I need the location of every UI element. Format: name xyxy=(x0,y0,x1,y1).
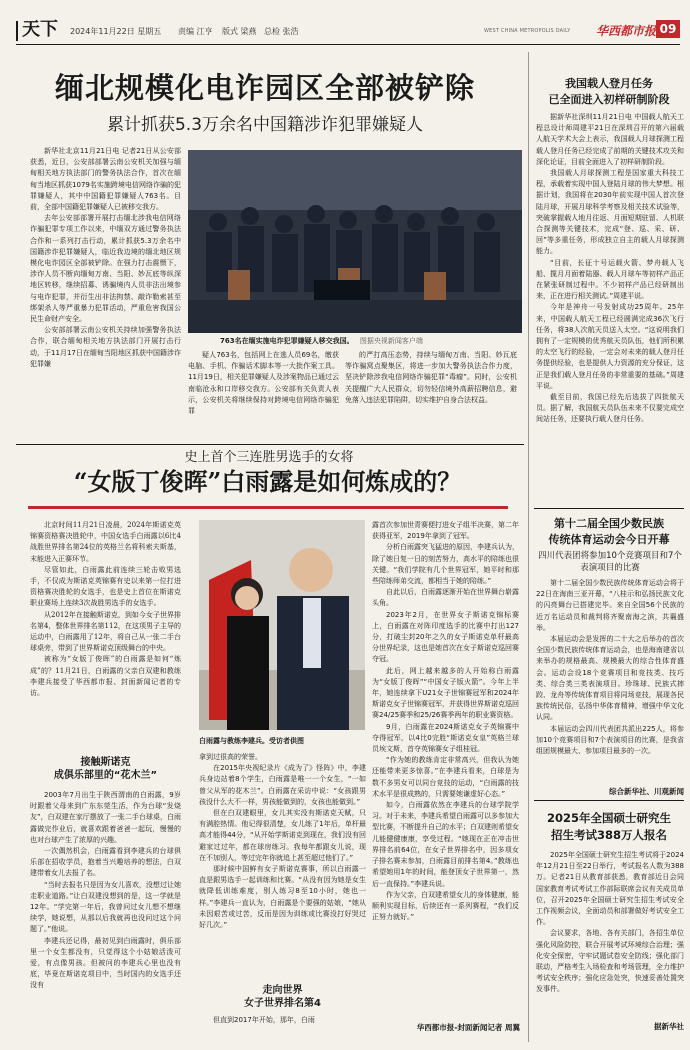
caption-text: 白雨露与教练李建兵。受访者供图 xyxy=(199,737,304,745)
feature-intro xyxy=(30,520,181,738)
feature-paragraph: “作为她的教练肯定非常高兴，但我认为她还能带来更多惊喜。”在李建兵看来，白球是为数不多男女可以同台竞技的运动，“白雨露的技术水平是很成熟的，只需要她谦虚好心态。” xyxy=(372,756,519,798)
right-story3-headline: 2025年全国硕士研究生 招生考试388万人报名 xyxy=(546,811,671,842)
layout-credit: 版式 梁燕 xyxy=(222,27,257,36)
right-story1-headline: 我国载人登月任务 已全面进入初样研制阶段 xyxy=(548,77,670,106)
lead-paragraph: 新华社北京11月21日电 记者21日从公安部获悉，近日，公安部部署云南公安机关加强与缅甸相关地方执法部门的警务执法合作，首次在缅甸当地区抓获1079名实施跨境电信网络诈骗的犯罪嫌疑人，其中中国籍犯罪嫌疑人763名。目前，全部中国籍犯罪嫌疑人已被移交我方。 xyxy=(30,147,181,212)
right-story1-body xyxy=(536,112,684,507)
editor-credit: 责编 江亨 xyxy=(178,27,213,36)
right-paragraph: 我国载人月球探测工程是国家重大科技工程，承载着实现中国人登陆月球的伟大梦想。根据计划，我国将在2030年前实现中国人首次登陆月球，开展月球科学考察及相关技术试验等，突破掌握载人地月往返、月面短期驻留、人机联合探测等关键技术，完成“登、巡、采、研、回”等多重任务，形成独立自主的载人月球探测能力。 xyxy=(536,169,684,256)
page-number: 09 xyxy=(656,20,680,38)
proof-credit: 总检 张浩 xyxy=(264,27,299,36)
right-paragraph: 本届运动会是发挥的二十大之后举办的首次全国少数民族传统体育运动会，也是海南建省以来举办的规格最高、规模最大的综合性体育盛会。运动会设18个竞赛项目和竞技类、技巧类、综合类三类表演项目。珍珠球、民族式摔跤、龙舟等传统体育项目将同场竞技，展现各民族传统民俗，弘扬中华体育精神，增强中华文化认同。 xyxy=(536,635,684,722)
feature-paragraph: 9月，白雨露在2024斯诺克女子英锦赛中夺得冠军，以4比0完胜“斯诺克女皇”英格兰球员埃文斯，首夺英锦赛女子组桂冠。 xyxy=(372,722,519,754)
feature-paragraph: 如今，白雨露依然在李建兵的台球学院学习。对于未来，李建兵希望白雨露可以多参加大型比赛，不断提升自己的水平；白双建则希望女儿能健健康康，享受过程。“她现在正在冲击世界排名前64位，在女子世界排名中，因多项女子排名赛未参加，白雨露目前排名第4。”教练也希望她用1年的时间，能登顶女子世界第一，然后一直保持。”李建兵说。 xyxy=(372,801,519,888)
lead-paragraph: 去年公安部部署开展打击缅北涉我电信网络诈骗犯罪专项工作以来，中缅双方通过警务执法合作和一系列打击行动，累计抓获5.3万余名中国籍涉诈犯罪嫌疑人，临近我边境的缅北地区规模化电诈园区全部被铲除。在强力打击震慑下，涉诈人员不断向缅甸万南、当阳、妙瓦底等纵深地区转移，继续招募、诱骗境内人员非法出境参与电诈犯罪，并衍生出非法拘禁、敲诈勒索甚至绑架杀人等严重暴力犯罪活动，严重危害我国公民生命财产安全。 xyxy=(30,214,181,324)
feature-paragraph: 作为父亲，白双建希望女儿的身体健康，能顺利实现目标，后续还有一系列赛程，“我们反正努力就好。” xyxy=(372,890,519,922)
column-divider xyxy=(528,52,529,1042)
right-divider-2 xyxy=(534,800,684,801)
lead-paragraph: 的严打高压态势，持续与缅甸万南、当阳、妙瓦底等诈骗窝点聚集区，将进一步加大警务执法合作力度，坚决铲除涉我电信网络诈骗犯罪“毒瘤”。同时，公安机关提醒广大人民群众，切勿轻信境外高薪招聘信息，避免落入违法犯罪陷阱，切实维护自身合法权益。 xyxy=(345,351,517,404)
feature-paragraph: 一次偶然机会，白雨露看到李建兵的台球俱乐部在招收学员，抱着当兴趣培养的想法，白双建带着女儿去报了名。 xyxy=(30,847,181,878)
feature-column-2-tail xyxy=(199,1015,366,1029)
lead-subheadline: 累计抓获5.3万余名中国籍涉诈犯罪嫌疑人 xyxy=(106,115,424,135)
feature-headline-rule xyxy=(28,506,508,509)
caption-text: 763名在缅实施电诈犯罪嫌疑人移交我国。 xyxy=(220,337,354,345)
lead-column-2 xyxy=(188,350,339,442)
section-name: 天下 xyxy=(22,19,58,40)
right-story2-headline: 第十二届全国少数民族 传统体育运动会今日开幕 xyxy=(548,517,670,546)
right-paragraph: 2025年全国硕士研究生招生考试将于2024年12月21日至22日举行，考试报名人数为388万。记者21日从教育部获悉，教育部近日会同国家教育考试考试工作部际联席会议有关成员单位，召开2025年全国硕士研究生招生考试安全工作视频会议，全面动员和部署做好考试安全工作。 xyxy=(536,851,684,927)
lead-paragraph: 疑人763名，包括网上在逃人员69名，缴获电脑、手机、作骗话术脚本等一大批作案工具。11月19日，相关犯罪嫌疑人及涉案物品已通过云南临沧永和口岸移交我方。公安部有关负责人表示，公安机关将继续保持对跨境电信网络诈骗犯罪 xyxy=(188,351,339,416)
feature-kicker: 史上首个三连胜男选手的女将 xyxy=(184,450,354,465)
masthead-rule xyxy=(16,44,680,45)
feature-paragraph: 2003年7月出生于陕西渭南的白雨露，9岁时跟着父母来到广东东莞生活，作为台球“发烧友”，白双建在家厅摆放了一张二手台球桌，白雨露做完作业后，就喜欢跟着爸爸一起玩，慢慢的也对台球产生了浓厚的兴趣。 xyxy=(30,791,181,844)
right-story2-subhead: 四川代表团将参加10个竞赛项目和7个表演项目的比赛 xyxy=(538,551,682,573)
feature-paragraph: 在2015年央视纪录片《成为了》怪阵》中，李建兵身边站着8个学生，白雨露是唯一一个女生，“一如曾父从军的花木兰”。白雨露在采访中说：“女孩跟男孩没什么大不一样，男孩能做到的，女孩也能做到。” xyxy=(199,764,366,806)
feature-photo xyxy=(199,520,365,730)
feature-paragraph: 但直到2017年开始，那年，白雨 xyxy=(213,1016,315,1024)
lead-column-1 xyxy=(30,146,181,442)
feature-paragraph: 分析白雨露突飞猛进的原因，李建兵认为，除了她日复一日的刻苦努力，高水平的陪练也很关键。“我们学院有几个世界冠军，她平时和那些陪练师弟交流，都相当于她的陪练。” xyxy=(372,543,519,586)
right-paragraph: 本届运动会四川代表团共派出225人，将参加10个竞赛项目和7个表演项目的比赛，是我省组团规模最大、参加项目最多的一次。 xyxy=(536,724,684,756)
right-story3-body xyxy=(536,850,684,1018)
right-paragraph: “目前，长征十号运载火箭、梦舟载人飞船、揽月月面着陆器、载人月球车等初样产品正在紧张研制过程中。不少初样产品已经研制出来，正在进行相关测试。”周建平说。 xyxy=(536,258,684,301)
lead-column-3 xyxy=(345,350,517,442)
coach-and-player-image xyxy=(199,520,365,730)
feature-headline: “女版丁俊晖”白雨露是如何炼成的？ xyxy=(73,467,462,496)
right-story2-body xyxy=(536,578,684,784)
feature-paragraph: 露首次参加世青赛便打进女子组半决赛，第二年获得亚军，2019年拿到了冠军。 xyxy=(372,521,519,541)
paper-english-name: WEST CHINA METROPOLIS DAILY xyxy=(484,28,571,34)
feature-paragraph: 自此以后，白雨露逐渐开始在世界舞台崭露头角。 xyxy=(372,588,519,608)
intro-paragraph: 北京时间11月21日凌晨，2024年斯诺克英锦赛资格赛决胜轮中，中国女选手白雨露以6比4战胜世界排名第24位的英格兰名将科索夫斯基，末能进入正赛环节。 xyxy=(30,521,181,563)
feature-column-2 xyxy=(199,752,366,974)
feature-column-3 xyxy=(372,520,519,1020)
feature-column-1 xyxy=(30,790,181,1035)
lead-paragraph: 公安部部署云南公安机关持续加强警务执法合作，联合缅甸相关地方执法部门开展打击行动，于11月17日在缅甸当阳地区抓获中国籍涉诈犯罪嫌 xyxy=(30,326,181,368)
feature-paragraph: “当时去报名只是因为女儿喜欢，没想过让她走职业道路。”让白双建没想到的是，这一学就是12年。“学完第一年后，我曾问过女儿想不想继续学，她说想，从那以后我就再也没问过这个问题了。”他说。 xyxy=(30,880,181,934)
right-paragraph: 第十二届全国少数民族传统体育运动会将于22日在海南三亚开幕，“八桂示和弘扬民族文化的闪亮舞台已搭建完毕。来自全国56个民族的近万名运动员和裁判将齐聚南海之滨，共襄盛举。 xyxy=(536,579,684,632)
section-marker xyxy=(16,21,18,41)
feature-byline: 华西都市报-封面新闻记者 周翼 xyxy=(416,1023,520,1032)
caption-credit: 图据央视新闻客户端 xyxy=(359,337,423,345)
feature-photo-caption xyxy=(199,736,369,746)
right-story3-byline: 据新华社 xyxy=(654,1022,684,1031)
feature-paragraph: 此后，网上越来越多的人开始称白雨露为“女版丁俊晖”“中国女子版火箭”。今年上半年，她连续拿下U21女子世锦赛冠军和2024年斯诺克女子世锦赛冠军，并获得世界斯诺克巡回赛24/25赛季和25/26赛季两年的职业赛资格。 xyxy=(372,666,519,720)
intro-paragraph: 被称为“女版丁俊晖”的白雨露是如何“炼成”的？11月21日，白雨露的父亲白双建和教练李建兵接受了华西都市报、封面新闻记者的专访。 xyxy=(30,655,181,698)
feature-subheading-1: 接触斯诺克 成俱乐部里的“花木兰” xyxy=(53,757,158,781)
feature-paragraph: 2023年2月，在世界女子斯诺克锦标赛上，白雨露在对阵印度选手的比赛中打出127分，打破尘封20年之久的女子斯诺克单杆最高分世界纪录，这也是她首次在女子斯诺克巡回赛夺冠。 xyxy=(372,610,519,664)
right-paragraph: 据新华社深圳11月21日电 中国载人航天工程总设计师周建平21日在深圳召开的第六届载人航天学术大会上表示，我国载人月球探测工程载人登月任务已经完成了前期的关键技术攻关和深化论证，目前全面进入了初样研制阶段。 xyxy=(536,113,684,166)
section-divider xyxy=(16,444,524,445)
right-paragraph: 今年是神舟一号发射成功25周年。25年来，中国载人航天工程已经圆满完成36次飞行任务，将38人次航天员送入太空。“这说明我们拥有了一定规模的优秀航天员队伍，他们所积累的太空飞行的经验，一定会对未来的载人登月任务提供经验，也是提供人力资源的充分保证，这正是我们载人登月任务的非常重要的基础。”周建平说。 xyxy=(536,303,684,390)
right-story2-byline: 综合新华社、川观新闻 xyxy=(609,787,684,796)
paper-logo: 华西都市报 xyxy=(596,24,657,38)
intro-paragraph: 从2012年在接触斯诺克，到如今女子世界排名第4，整体世界排名第112，在这项男子主导的运动中，白雨露用了12年，将自己从一张二手台球桌旁，带到了世界斯诺克顶级舞台的中央。 xyxy=(30,610,181,653)
lead-photo-caption xyxy=(220,336,520,346)
police-escort-image xyxy=(188,150,522,333)
feature-paragraph: 那时候中国鲜有女子斯诺克赛事，所以白雨露一直是跟男选手一起训练和比赛。“从没有因为她是女生就降低训练难度，别人练习8至10小时，她也一样。”李建兵一直认为，白雨露是个要强的姑娘，“她从未因艰苦或过苦，反而是因为训练或比赛没打好哭过好几次。” xyxy=(199,865,366,930)
feature-paragraph: 但在白双建眼里，女儿其实没有斯诺克天赋，只有满腔热情。他记得很清楚，女儿练了1年后，单杆最高才能得44分，“从开始学斯诺克到现在，我们没有回避家过过年，都在球房练习。我每年都跟女儿说，现在不加别人，等过完年你就追上甚至超过他们了。” xyxy=(199,809,366,862)
right-paragraph: 截至目前，我国已经先后选拔了四批航天员。据了解，我国航天员队伍未来不仅要完成空间站任务，还要执行载人登月任务。 xyxy=(536,393,684,424)
feature-paragraph: 拿到过很高的荣誉。 xyxy=(199,753,262,761)
intro-paragraph: 尽管如此，白雨露此前连续三轮击败男选手，不仅成为斯诺克英锦赛有史以来第一位打进资格赛决胜轮的女选手，也是史上首位在斯诺克职业赛场上连续3次战胜男选手的女选手。 xyxy=(30,565,181,608)
lead-photo xyxy=(188,150,522,333)
lead-headline: 缅北规模化电诈园区全部被铲除 xyxy=(54,71,475,105)
right-paragraph: 会议要求，各地、各有关部门，各招生单位强化风险防控，联合开展考试环境综合治理；强化安全保密，守牢试题试卷安全防线；强化部门联动，严格考生入场检查和考场管理，全力维护考试安全秩序；强化应急处突，快速妥善处置突发事件。 xyxy=(536,929,684,994)
issue-date: 2024年11月22日 星期五 xyxy=(70,27,162,36)
feature-subheading-2: 走向世界 女子世界排名第4 xyxy=(244,985,321,1009)
masthead xyxy=(0,0,690,46)
right-divider-1 xyxy=(534,508,684,509)
feature-paragraph: 李建兵还记得，最初见到白雨露时，俱乐部里一个女生都没有，只觉得这个小姑娘活泼可爱，有点像男孩。但被问的李建兵心里也没有底，毕竟在斯诺克项目中，当时国内的女选手还没有 xyxy=(30,936,181,990)
